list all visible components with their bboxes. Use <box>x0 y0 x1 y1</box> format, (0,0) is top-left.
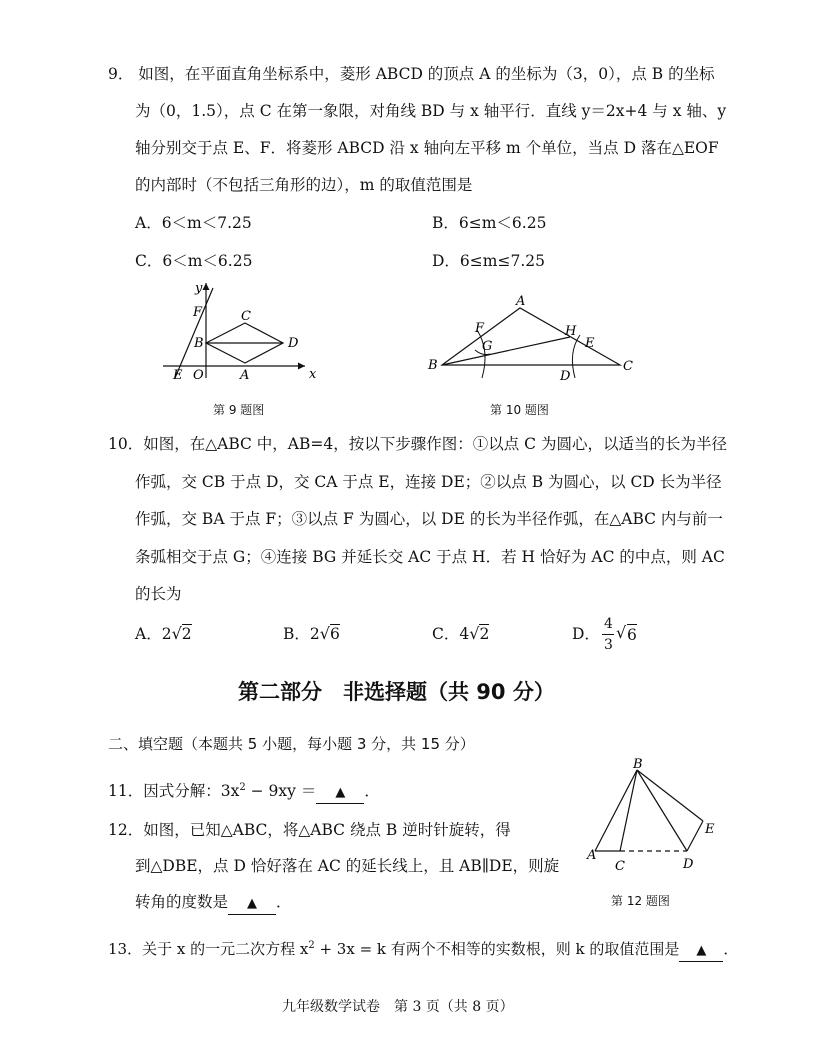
label-x: x <box>309 367 317 382</box>
q9-option-b: B．6≤m＜6.25 <box>432 214 547 232</box>
label-c: C <box>241 309 251 324</box>
label-o: O <box>193 368 204 383</box>
seg-bd <box>637 770 687 851</box>
q10-option-a: A．2√2 <box>135 624 192 643</box>
q12-line-2: 到△DBE，点 D 恰好落在 AC 的延长线上，且 AB∥DE，则旋 <box>135 857 560 875</box>
q11-blank: ▲ <box>316 783 364 804</box>
q13-exp: 2 <box>308 940 315 951</box>
q10-line-2: 作弧，交 CB 于点 D，交 CA 于点 E，连接 DE；②以点 B 为圆心，以 CD 长为半径 <box>135 473 722 491</box>
label-c: C <box>623 359 633 374</box>
section2-heading: 二、填空题（本题共 5 小题，每小题 3 分，共 15 分） <box>108 735 475 753</box>
q13 <box>108 936 738 962</box>
q11-prefix: 11．因式分解：3x <box>108 782 240 801</box>
label-f: F <box>475 321 485 336</box>
label-g: G <box>482 339 493 354</box>
label-d: D <box>288 336 299 351</box>
label-a: A <box>587 848 597 863</box>
label-a: A <box>516 294 526 309</box>
label-e: E <box>705 822 715 837</box>
q10-option-d-label: D． <box>572 625 600 643</box>
label-b: B <box>633 757 643 772</box>
label-b: B <box>194 336 204 351</box>
q9-line-3: 轴分别交于点 E、F．将菱形 ABCD 沿 x 轴向左平移 m 个单位，当点 D 落在△EOF <box>135 139 719 157</box>
seg-be <box>637 770 703 821</box>
q10-option-b: B．2√6 <box>283 624 340 643</box>
q10-option-c-label: C． <box>432 625 460 643</box>
label-c: C <box>615 859 625 874</box>
label-a: A <box>240 368 250 383</box>
seg-ba <box>595 770 637 851</box>
q13-prefix: 13．关于 x 的一元二次方程 x <box>108 940 309 958</box>
q11-exp: 2 <box>239 782 246 793</box>
q10-option-b-label: B． <box>283 625 310 643</box>
page-footer: 九年级数学试卷 第 3 页（共 8 页） <box>282 999 514 1015</box>
q9-line-4: 的内部时（不包括三角形的边），m 的取值范围是 <box>135 176 473 194</box>
q11-end: ． <box>364 782 380 801</box>
seg-de <box>687 821 703 851</box>
q12-line-3-prefix: 转角的度数是 <box>135 893 229 911</box>
label-d: D <box>560 369 571 384</box>
figure-9 <box>155 278 330 383</box>
q9-option-d: D．6≤m≤7.25 <box>432 252 545 270</box>
q10-option-a-rad: 2 <box>181 625 192 643</box>
q10-option-d-den: 3 <box>604 637 613 653</box>
q9-line-2: 为（0，1.5），点 C 在第一象限，对角线 BD 与 x 轴平行．直线 y＝2x+4 与 x 轴、y <box>135 102 727 120</box>
seg-bc <box>620 770 637 851</box>
figure-9-caption: 第 9 题图 <box>213 403 265 417</box>
q10-line-5: 的长为 <box>135 585 182 603</box>
figure-12-caption: 第 12 题图 <box>611 894 670 908</box>
figure-10-caption: 第 10 题图 <box>490 403 549 417</box>
q10-line-1: 10．如图，在△ABC 中，AB=4，按以下步骤作图：①以点 C 为圆心，以适当的长为半径 <box>108 435 727 453</box>
q10-option-d-rad: 6 <box>627 626 637 644</box>
q11 <box>108 778 380 804</box>
q10-option-a-label: A． <box>135 625 162 643</box>
q9-option-a: A．6＜m＜7.25 <box>135 214 252 232</box>
label-h: H <box>565 324 577 339</box>
q12-line-1: 12．如图，已知△ABC，将△ABC 绕点 B 逆时针旋转，得 <box>108 821 511 839</box>
q10-option-c-rad: 2 <box>479 625 490 643</box>
q9-option-c: C．6＜m＜6.25 <box>135 252 253 270</box>
q12-end: ． <box>276 893 292 911</box>
q10-line-4: 条弧相交于点 G；④连接 BG 并延长交 AC 于点 H．若 H 恰好为 AC 的中点，则 AC <box>135 548 725 566</box>
q10-option-d-num: 4 <box>604 616 613 632</box>
part2-title: 第二部分 非选择题（共 90 分） <box>238 680 555 704</box>
figure-12 <box>585 755 725 880</box>
line-ef <box>175 288 213 378</box>
q12-blank: ▲ <box>228 894 276 915</box>
q10-option-b-coef: 2 <box>309 625 320 643</box>
q13-middle: + 3x = k 有两个不相等的实数根，则 k 的取值范围是 <box>314 940 680 958</box>
label-y: y <box>195 281 203 296</box>
q10-option-c-coef: 4 <box>459 625 470 643</box>
q9-line-1: 9． 如图，在平面直角坐标系中，菱形 ABCD 的顶点 A 的坐标为（3，0），点 B 的坐标 <box>108 65 715 83</box>
figure-10 <box>420 290 645 390</box>
q11-suffix: − 9xy ＝ <box>245 782 317 801</box>
q10-option-c: C．4√2 <box>432 624 490 643</box>
q10-option-b-rad: 6 <box>329 625 340 643</box>
label-d: D <box>683 857 694 872</box>
label-e: E <box>173 368 183 383</box>
q10-option-a-coef: 2 <box>161 625 172 643</box>
q13-blank: ▲ <box>679 941 723 962</box>
label-b: B <box>428 358 438 373</box>
label-f: F <box>193 305 203 320</box>
label-e: E <box>585 336 595 351</box>
q10-line-3: 作弧，交 BA 于点 F；③以点 F 为圆心，以 DE 的长为半径作弧，在△ABC 内与前一 <box>135 510 723 528</box>
q12-line-3 <box>135 892 292 915</box>
q13-end: ． <box>723 940 739 958</box>
